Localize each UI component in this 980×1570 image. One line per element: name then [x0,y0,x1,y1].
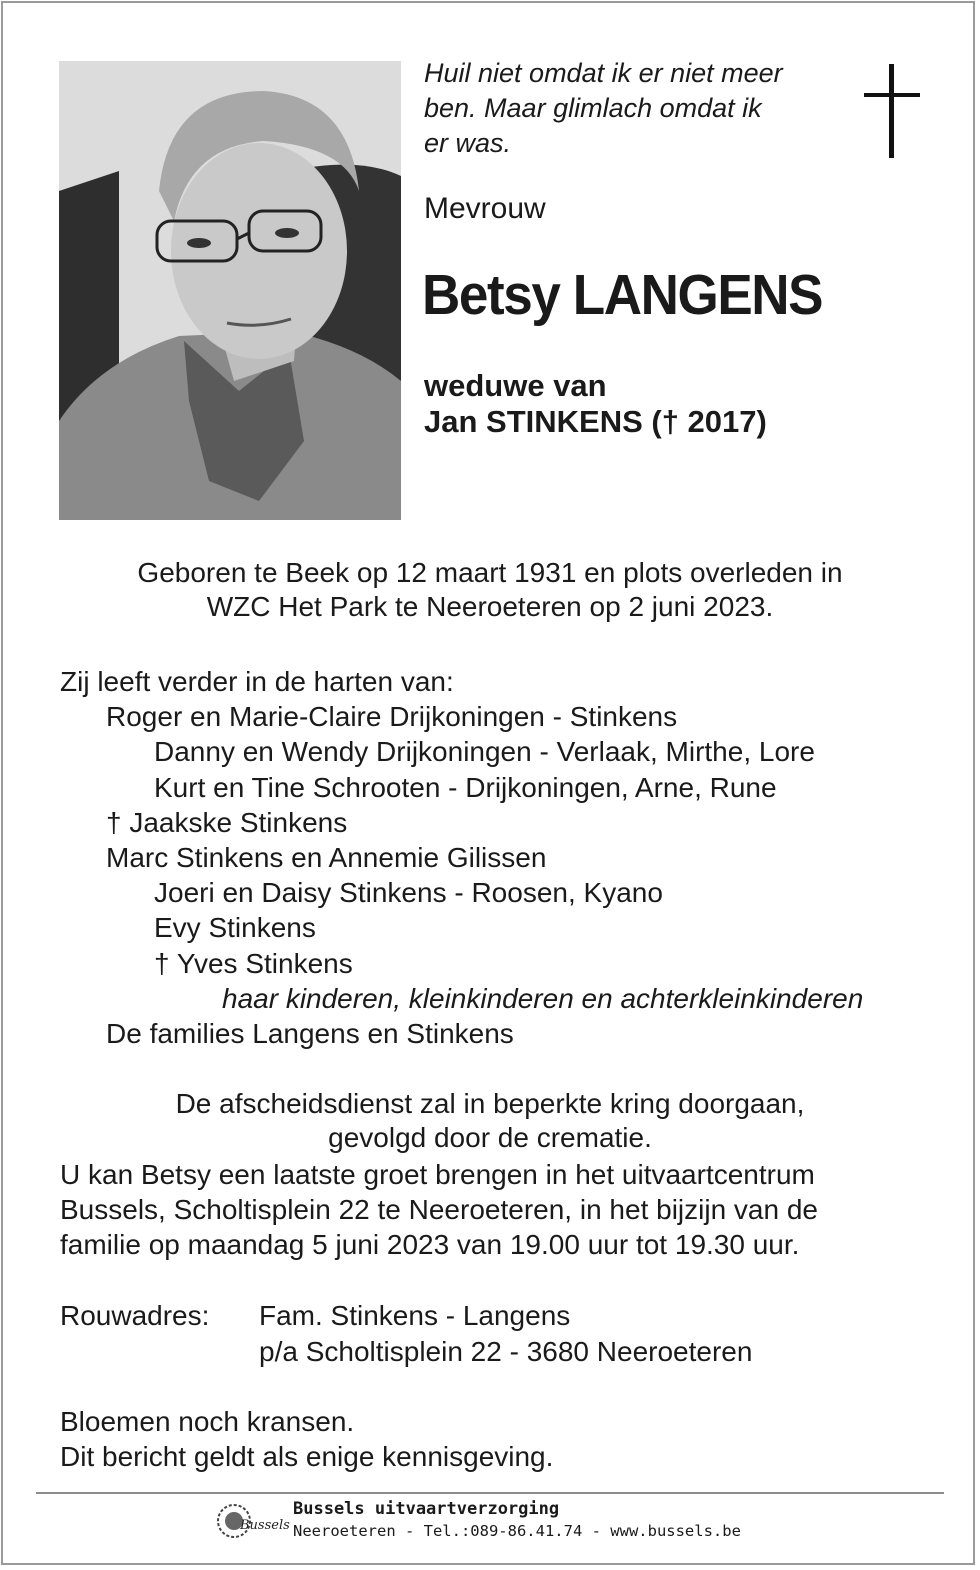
spouse-name: Jan STINKENS († 2017) [424,404,767,439]
portrait-photo [59,61,401,520]
family-member: Kurt en Tine Schrooten - Drijkoningen, Arne, Rune [154,771,777,803]
birth-line: Geboren te Beek op 12 maart 1931 en plots overleden in [137,557,843,588]
visit-line: U kan Betsy een laatste groet brengen in het uitvaartcentrum [60,1159,815,1190]
funeral-company-contact: Neeroeteren - Tel.:089-86.41.74 - www.bussels.be [293,1522,741,1540]
closing-notes [60,1404,553,1474]
address-line: p/a Scholtisplein 22 - 3680 Neeroeteren [259,1336,753,1367]
svg-text:Bussels: Bussels [240,1518,290,1533]
footer-divider [36,1492,944,1494]
family-member: Roger en Marie-Claire Drijkoningen - Stinkens [106,701,678,733]
birth-death-info [0,556,980,624]
family-member: † Yves Stinkens [154,947,353,979]
family-member: De families Langens en Stinkens [106,1018,514,1050]
cross-icon [864,64,920,158]
family-member: Joeri en Daisy Stinkens - Roosen, Kyano [154,877,663,909]
family-member: Evy Stinkens [154,912,316,944]
funeral-company-name: Bussels uitvaartverzorging [293,1499,560,1519]
family-member: Marc Stinkens en Annemie Gilissen [106,842,547,874]
family-member: † Jaakske Stinkens [106,806,348,838]
widow-of [424,368,767,440]
family-intro: Zij leeft verder in de harten van: [60,666,454,697]
memorial-quote [424,56,844,161]
service-line: gevolgd door de crematie. [328,1122,652,1153]
address-label: Rouwadres: [60,1300,210,1331]
widow-label: weduwe van [424,368,607,403]
quote-line: er was. [424,128,512,158]
mourning-address [259,1298,752,1370]
family-member: haar kinderen, kleinkinderen en achterkleinkinderen [222,982,864,1014]
address-line: Fam. Stinkens - Langens [259,1300,571,1331]
visit-line: Bussels, Scholtisplein 22 te Neeroeteren, in het bijzijn van de [60,1194,818,1225]
closing-line: Dit bericht geldt als enige kennisgeving. [60,1441,554,1472]
death-line: WZC Het Park te Neeroeteren op 2 juni 2023. [206,591,774,622]
quote-line: ben. Maar glimlach omdat ik [424,93,762,123]
family-member: Danny en Wendy Drijkoningen - Verlaak, Mirthe, Lore [154,736,815,768]
family-list [60,664,863,1051]
quote-line: Huil niet omdat ik er niet meer [424,58,783,88]
visitation-info [60,1157,818,1262]
honorific: Mevrouw [424,192,546,225]
visit-line: familie op maandag 5 juni 2023 van 19.00 uur tot 19.30 uur. [60,1229,800,1260]
closing-line: Bloemen noch kransen. [60,1406,355,1437]
bussels-logo-icon [210,1499,290,1545]
service-line: De afscheidsdienst zal in beperkte kring doorgaan, [175,1088,805,1119]
deceased-name: Betsy LANGENS [422,263,823,327]
service-info [0,1087,980,1155]
